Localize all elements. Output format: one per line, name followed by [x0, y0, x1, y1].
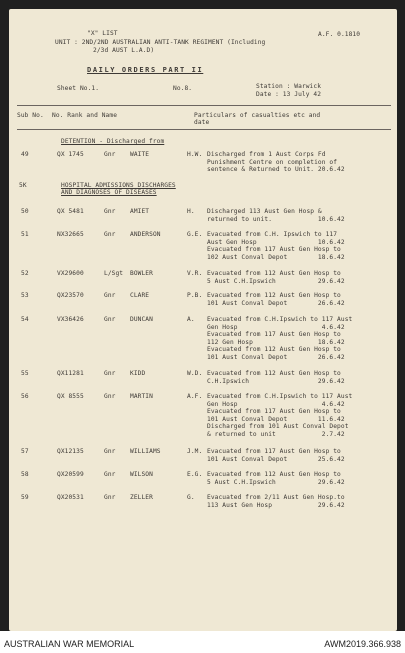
section-hospital-2: AND DIAGNOSES OF DISEASES [61, 189, 157, 196]
entry-particulars-line: Evacuated from 2/11 Aust Gen Hosp.to [207, 494, 345, 501]
entry-initials: G. [187, 494, 195, 501]
entry-particulars-line: Gen Hosp 4.6.42 [207, 323, 345, 331]
entry-rank: Gnr [104, 393, 116, 400]
entry-surname: ZELLER [130, 494, 153, 501]
entry-rank: Gnr [104, 231, 116, 238]
entry-rank: Gnr [104, 471, 116, 478]
sheet-number: Sheet No.1. [57, 85, 100, 92]
footer-bar [0, 631, 405, 653]
entry-sub-number: 59 [21, 494, 29, 501]
entry-rank: Gnr [104, 370, 116, 377]
footer-accession: AWM2019.366.938 [324, 639, 401, 649]
entry-particulars-line: Evacuated from C.H.Ipswich to 117 Aust [207, 316, 353, 323]
entry-surname: BOWLER [130, 270, 153, 277]
entry-service-number: QX23570 [57, 292, 84, 299]
entry-sub-number: 55 [21, 370, 29, 377]
entry-particulars-line: Evacuated from 112 Aust Gen Hosp to [207, 292, 341, 299]
entry-particulars-line: Evacuated from C.H. Ipswich to 117 [207, 231, 338, 238]
entry-initials: E.G. [187, 471, 203, 478]
entry-particulars-line: & returned to unit 2.7.42 [207, 430, 345, 438]
entry-service-number: QX20531 [57, 494, 84, 501]
entry-sub-number: 51 [21, 231, 29, 238]
col-sub-no: Sub No. [17, 112, 44, 119]
date: Date : 13 July 42 [256, 91, 322, 98]
entry-initials: V.R. [187, 270, 203, 277]
footer-institution: AUSTRALIAN WAR MEMORIAL [4, 639, 135, 649]
entry-particulars-line: Punishment Centre on completion of [207, 158, 338, 166]
form-number: A.F. 0.1810 [318, 31, 361, 38]
entry-particulars-line: 101 Aust Conval Depot 11.6.42 [207, 415, 345, 423]
entry-service-number: QX 8555 [57, 393, 84, 400]
col-particulars-2: date [194, 119, 210, 126]
entry-rank: Gnr [104, 316, 116, 323]
entry-sub-number: 54 [21, 316, 29, 323]
entry-particulars-line: Evacuated from 112 Aust Gen Hosp to [207, 370, 341, 377]
entry-service-number: VX29600 [57, 270, 84, 277]
entry-initials: H.W. [187, 151, 203, 158]
entry-service-number: QX11281 [57, 370, 84, 377]
entry-particulars-line: Evacuated from 112 Aust Gen Hosp to [207, 471, 341, 478]
entry-particulars-line: Discharged from 1 Aust Corps Fd [207, 151, 326, 158]
section-detention: DETENTION - Discharged from [61, 138, 165, 145]
entry-initials: A. [187, 316, 195, 323]
entry-initials: J.M. [187, 448, 203, 455]
entry-particulars-line: Aust Gen Hosp 10.6.42 [207, 238, 345, 246]
entry-service-number: QX 1745 [57, 151, 84, 158]
entry-particulars-line: 101 Aust Conval Depot 26.6.42 [207, 353, 345, 361]
list-label: "X" LIST [87, 30, 118, 37]
entry-surname: MARTIN [130, 393, 153, 400]
entry-initials: H. [187, 208, 195, 215]
entry-service-number: QX 5481 [57, 208, 84, 215]
entry-particulars-line: 112 Gen Hosp 18.6.42 [207, 338, 345, 346]
entry-particulars-line: 5 Aust C.H.Ipswich 29.6.42 [207, 478, 345, 486]
entry-particulars-line: sentence & Returned to Unit. 20.6.42 [207, 166, 345, 173]
entry-surname: WILSON [130, 471, 153, 478]
entry-rank: Gnr [104, 494, 116, 501]
entry-particulars-line: Discharged from 101 Aust Conval Depot [207, 423, 349, 430]
entry-service-number: VX36426 [57, 316, 84, 323]
entry-particulars-line: 5 Aust C.H.Ipswich 29.6.42 [207, 277, 345, 285]
rule [17, 129, 391, 130]
entry-rank: Gnr [104, 208, 116, 215]
entry-surname: AMIET [130, 208, 150, 215]
entry-surname: WAITE [130, 151, 150, 158]
entry-initials: W.D. [187, 370, 203, 377]
order-number: No.8. [173, 85, 193, 92]
col-particulars: Particulars of casualties etc and [194, 112, 321, 119]
entry-particulars-line: Gen Hosp 4.6.42 [207, 400, 345, 408]
document-page [9, 9, 397, 631]
entry-particulars-line: Evacuated from C.H.Ipswich to 117 Aust [207, 393, 353, 400]
col-no-rank-name: No. Rank and Name [52, 112, 118, 119]
rule [17, 105, 391, 106]
entry-particulars-line: Evacuated from 117 Aust Gen Hosp to [207, 246, 341, 253]
entry-sub-number: 50 [21, 208, 29, 215]
entry-sub-number: 56 [21, 393, 29, 400]
entry-sub-number: 53 [21, 292, 29, 299]
section-hospital: HOSPITAL ADMISSIONS DISCHARGES [61, 182, 176, 189]
entry-service-number: QX12135 [57, 448, 84, 455]
entry-particulars-line: Evacuated from 117 Aust Gen Hosp to [207, 448, 341, 455]
unit-line-2: 2/3d AUST L.A.D) [93, 47, 155, 54]
entry-initials: A.F. [187, 393, 203, 400]
entry-particulars-line: 101 Aust Conval Depot 25.6.42 [207, 455, 345, 463]
entry-particulars-line: Evacuated from 112 Aust Gen Hosp to [207, 270, 341, 277]
entry-sub-number: 58 [21, 471, 29, 478]
entry-particulars-line: Discharged 113 Aust Gen Hosp & [207, 208, 322, 215]
entry-service-number: QX20599 [57, 471, 84, 478]
unit-line: UNIT : 2ND/2ND AUSTRALIAN ANTI-TANK REGIMENT (Including [55, 39, 266, 46]
station: Station : Warwick [256, 83, 322, 90]
entry-particulars-line: 113 Aust Gen Hosp 29.6.42 [207, 501, 345, 509]
entry-surname: DUNCAN [130, 316, 153, 323]
entry-particulars-line: Evacuated from 117 Aust Gen Hosp to [207, 408, 341, 415]
entry-particulars-line: Evacuated from 112 Aust Gen Hosp to [207, 346, 341, 353]
entry-particulars-line: C.H.Ipswich 29.6.42 [207, 377, 345, 385]
entry-initials: G.E. [187, 231, 203, 238]
entry-rank: Gnr [104, 292, 116, 299]
entry-sub-number: 49 [21, 151, 29, 158]
section-code: 5K [19, 182, 27, 189]
entry-particulars-line: Evacuated from 117 Aust Gen Hosp to [207, 331, 341, 338]
entry-initials: P.B. [187, 292, 203, 299]
entry-particulars-line: 102 Aust Conval Depot 18.6.42 [207, 253, 345, 261]
entry-surname: WILLIAMS [130, 448, 161, 455]
entry-surname: KIDD [130, 370, 146, 377]
entry-service-number: NX32665 [57, 231, 84, 238]
entry-sub-number: 57 [21, 448, 29, 455]
entry-particulars-line: 101 Aust Conval Depot 26.6.42 [207, 299, 345, 307]
entry-particulars-line: returned to unit. 10.6.42 [207, 215, 345, 223]
entry-rank: Gnr [104, 151, 116, 158]
entry-surname: CLARE [130, 292, 150, 299]
document-title: DAILY ORDERS PART II [87, 66, 204, 74]
entry-rank: L/Sgt [104, 270, 124, 277]
entry-rank: Gnr [104, 448, 116, 455]
entry-sub-number: 52 [21, 270, 29, 277]
entry-surname: ANDERSON [130, 231, 161, 238]
